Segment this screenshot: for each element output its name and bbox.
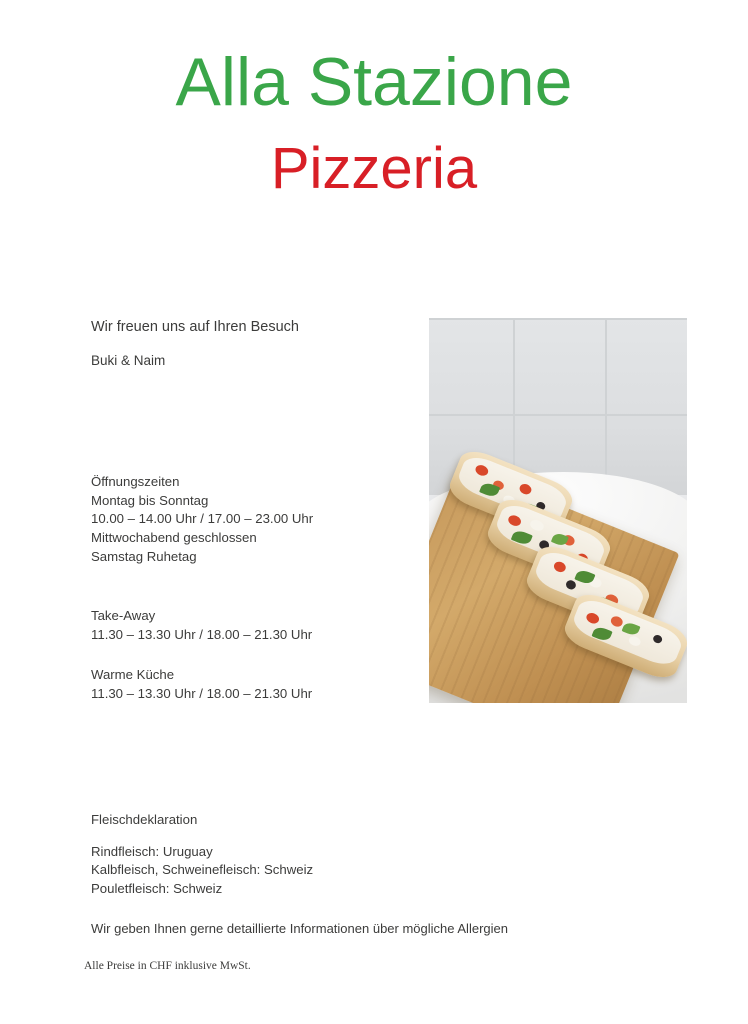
signature-text: Buki & Naim (91, 352, 166, 368)
allergy-note: Wir geben Ihnen gerne detaillierte Informationen über mögliche Allergien (91, 921, 508, 936)
warm-kitchen-heading: Warme Küche (91, 667, 175, 682)
meat-declaration-line: Kalbfleisch, Schweinefleisch: Schweiz (91, 862, 314, 878)
opening-hours-line: Samstag Ruhetag (91, 548, 197, 564)
page-subtitle: Pizzeria (270, 136, 478, 202)
opening-hours-line: Mittwochabend geschlossen (91, 530, 257, 546)
opening-hours-line: 10.00 – 14.00 Uhr / 17.00 – 23.00 Uhr (91, 511, 314, 527)
take-away-block (91, 607, 421, 644)
intro-block (91, 300, 411, 368)
opening-hours-line: Montag bis Sonntag (91, 492, 209, 508)
meat-declaration-block (91, 811, 451, 899)
vat-note: Alle Preise in CHF inklusive MwSt. (84, 960, 251, 972)
take-away-line: 11.30 – 13.30 Uhr / 18.00 – 21.30 Uhr (91, 626, 313, 642)
take-away-heading: Take-Away (91, 608, 156, 623)
photo-cabinet-line (429, 318, 687, 320)
photo-cabinet-line (605, 318, 607, 494)
warm-kitchen-block (91, 666, 421, 703)
meat-declaration-line: Rindfleisch: Uruguay (91, 843, 213, 859)
opening-hours-heading: Öffnungszeiten (91, 474, 180, 489)
poster-header (0, 0, 748, 200)
greeting-text: Wir freuen uns auf Ihren Besuch (91, 319, 299, 335)
page-title: Alla Stazione (175, 44, 573, 120)
photo-cabinet-line (429, 414, 687, 416)
bruschetta-on-wooden-board-photo (429, 318, 687, 703)
warm-kitchen-line: 11.30 – 13.30 Uhr / 18.00 – 21.30 Uhr (91, 685, 313, 701)
opening-hours-block (91, 473, 421, 567)
meat-declaration-line: Pouletfleisch: Schweiz (91, 881, 223, 897)
meat-declaration-heading: Fleischdeklaration (91, 812, 198, 827)
